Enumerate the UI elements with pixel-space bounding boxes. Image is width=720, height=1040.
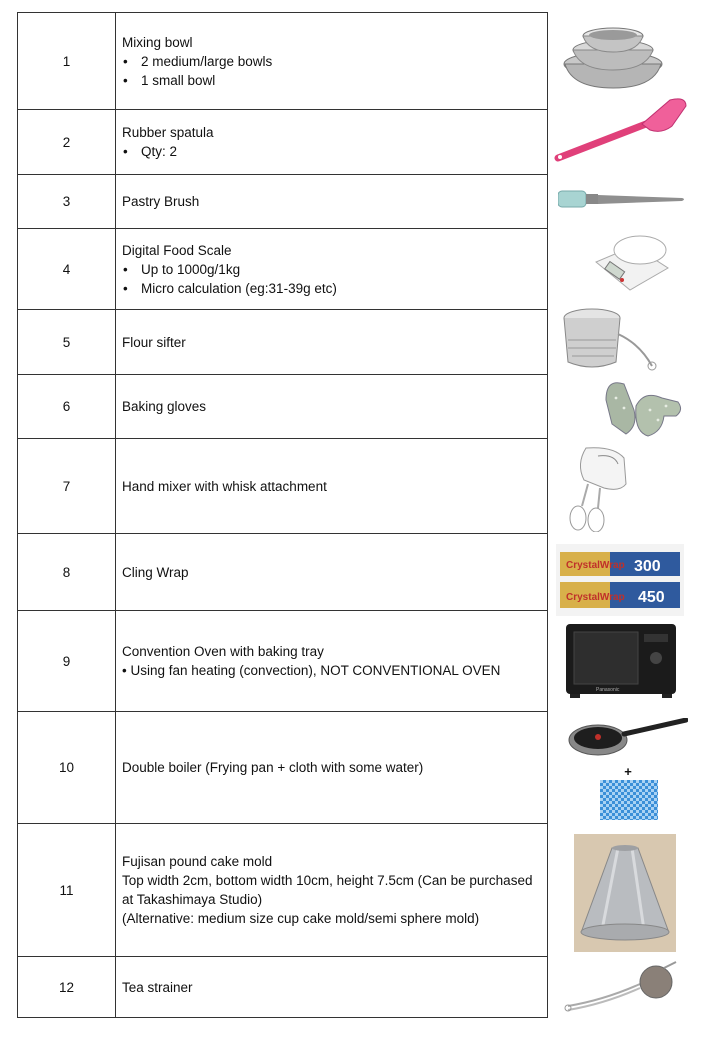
item-number: 1 xyxy=(18,13,116,110)
table-row xyxy=(18,310,548,375)
spatula-image xyxy=(554,96,690,164)
item-description xyxy=(116,110,548,175)
item-title: Rubber spatula xyxy=(122,125,214,140)
item-number: 4 xyxy=(18,229,116,310)
item-title: Pastry Brush xyxy=(122,194,200,209)
cloth-image xyxy=(600,780,658,820)
table-row xyxy=(18,175,548,229)
table-row xyxy=(18,611,548,712)
item-note: • Using fan heating (convection), NOT CONVENTIONAL OVEN xyxy=(122,663,501,678)
item-description xyxy=(116,13,548,110)
item-title: Baking gloves xyxy=(122,399,207,414)
mixing-bowl-image xyxy=(562,22,664,90)
item-note: Top width 2cm, bottom width 10cm, height 7.5cm (Can be purchased at Takashimaya Studio) xyxy=(122,873,533,907)
item-description xyxy=(116,712,548,824)
item-number: 3 xyxy=(18,175,116,229)
table-row xyxy=(18,375,548,439)
item-note: (Alternative: medium size cup cake mold/semi sphere mold) xyxy=(122,911,480,926)
svg-text:Panasonic: Panasonic xyxy=(596,687,620,693)
item-number: 11 xyxy=(18,824,116,957)
item-number: 10 xyxy=(18,712,116,824)
item-number: 9 xyxy=(18,611,116,712)
item-title: Cling Wrap xyxy=(122,564,189,580)
item-title: Tea strainer xyxy=(122,979,193,995)
table-row xyxy=(18,13,548,110)
item-number: 7 xyxy=(18,439,116,534)
item-number: 5 xyxy=(18,310,116,375)
table-row xyxy=(18,534,548,611)
item-description xyxy=(116,534,548,611)
svg-text:300: 300 xyxy=(634,558,661,575)
item-title: Digital Food Scale xyxy=(122,242,232,258)
item-number: 8 xyxy=(18,534,116,611)
item-bullet: • Micro calculation (eg:31-39g etc) xyxy=(123,280,337,296)
item-bullet: • Up to 1000g/1kg xyxy=(123,261,241,277)
item-description xyxy=(116,611,548,712)
item-description xyxy=(116,175,548,229)
item-number: 12 xyxy=(18,957,116,1018)
table-row xyxy=(18,824,548,957)
item-bullet: • Qty: 2 xyxy=(123,144,178,159)
item-title: Flour sifter xyxy=(122,334,186,350)
item-description xyxy=(116,310,548,375)
baking-gloves-image xyxy=(604,376,684,438)
item-bullet: • 1 small bowl xyxy=(123,72,216,88)
table-row xyxy=(18,110,548,175)
cling-wrap-image xyxy=(556,544,684,616)
item-number: 6 xyxy=(18,375,116,439)
frying-pan-image xyxy=(568,718,688,758)
oven-image xyxy=(566,624,676,698)
item-title: Hand mixer with whisk attachment xyxy=(122,478,327,494)
item-title: Mixing bowl xyxy=(122,34,193,50)
item-description xyxy=(116,957,548,1018)
table-row xyxy=(18,957,548,1018)
equipment-table xyxy=(17,12,548,1018)
item-bullet: • 2 medium/large bowls xyxy=(123,53,273,69)
pastry-brush-image xyxy=(558,188,686,210)
hand-mixer-image xyxy=(564,444,632,532)
cake-mold-image xyxy=(574,834,676,952)
table-row xyxy=(18,439,548,534)
food-scale-image xyxy=(590,232,670,292)
item-number: 2 xyxy=(18,110,116,175)
svg-text:450: 450 xyxy=(638,589,665,606)
item-title: Fujisan pound cake mold xyxy=(122,854,273,869)
flour-sifter-image xyxy=(560,304,660,374)
svg-text:CrystalWrap: CrystalWrap xyxy=(566,560,625,571)
item-title: Convention Oven with baking tray xyxy=(122,644,324,659)
item-description xyxy=(116,824,548,957)
plus-sign: + xyxy=(624,764,632,779)
item-description xyxy=(116,375,548,439)
item-title: Double boiler (Frying pan + cloth with some water) xyxy=(122,760,424,775)
svg-text:CrystalWrap: CrystalWrap xyxy=(566,592,625,603)
tea-strainer-image xyxy=(564,960,680,1020)
table-row xyxy=(18,712,548,824)
table-row xyxy=(18,229,548,310)
item-images xyxy=(552,0,692,1040)
item-description xyxy=(116,229,548,310)
item-description xyxy=(116,439,548,534)
